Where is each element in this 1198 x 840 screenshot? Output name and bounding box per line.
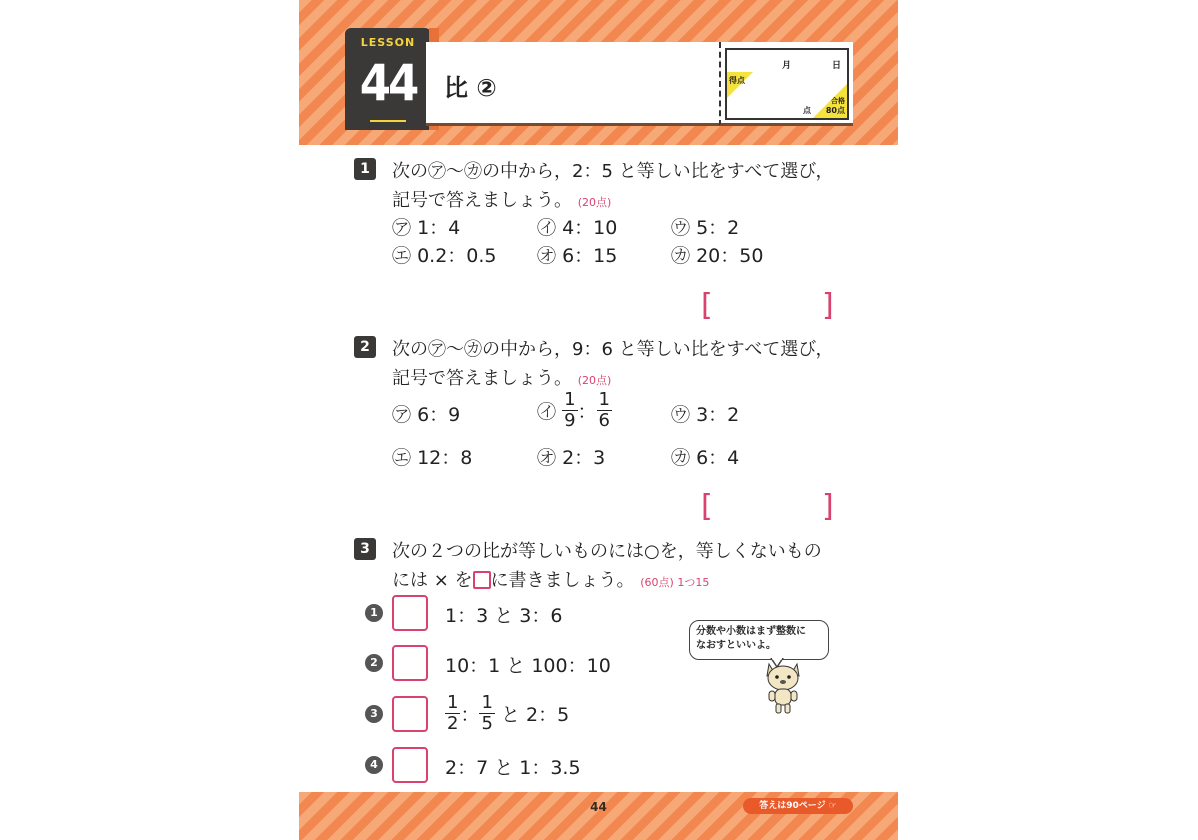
q2-option-b [537,391,612,430]
q3-item-1-text: 1：3 と 3：6 [445,605,563,627]
q3-item-4-answer-box[interactable] [392,747,428,783]
fraction-numerator: 1 [447,692,459,713]
question-3-points: (60点) 1つ15 [640,576,710,589]
question-2-line1: 次の㋐〜㋕の中から，9：6 と等しい比をすべて選び， [392,339,834,360]
q2-option-a-text: 6：9 [417,404,461,426]
fraction-denominator: 2 [447,713,459,734]
q3-item-1-answer-box[interactable] [392,595,428,631]
page-title: 比 ② [444,74,497,102]
q2-option-d [392,443,472,470]
q2-option-b-fraction-1 [562,391,577,430]
q1-option-c [671,213,739,240]
question-3-line2-end: に書きましょう。 [490,570,635,591]
q1-option-f-text: 20：50 [696,245,764,267]
q1-answer-bracket-close: ] [822,288,834,323]
question-3-line2-start: には × を [392,570,473,591]
score-box [719,42,853,126]
q1-option-f-mark: ㋕ [671,245,691,267]
q1-option-c-mark: ㋒ [671,217,691,239]
q2-option-d-text: 12：8 [417,447,473,469]
q3-item-3-fraction-2 [479,694,494,733]
question-1-number: 1 [354,158,376,180]
badge-underline [370,120,406,122]
fraction-numerator: 1 [598,389,610,410]
q2-option-c [671,400,739,427]
fraction-denominator: 6 [598,410,610,431]
q2-option-f-text: 6：4 [696,447,740,469]
q1-answer-bracket-open: [ [701,288,713,323]
q1-option-b-text: 4：10 [562,217,618,239]
q1-option-c-text: 5：2 [696,217,740,239]
month-label: 月 [781,61,791,71]
q1-option-b-mark: ㋑ [537,217,557,239]
q1-option-d [392,241,497,268]
q3-item-3-text [445,694,569,733]
q3-item-4-number: 4 [365,756,383,774]
footer-band [299,792,898,840]
page-number: 44 [590,800,607,814]
q3-item-2-answer-box[interactable] [392,645,428,681]
question-2-number: 2 [354,336,376,358]
question-3-line2 [392,566,709,592]
hint-bubble [689,620,829,660]
ratio-separator: ： [577,401,597,423]
q1-option-e [537,241,617,268]
question-1-line2-text: 記号で答えましょう。 [392,190,572,211]
points-unit: 点 [803,106,811,115]
pass-value: 80点 [825,106,845,115]
fraction-denominator: 9 [564,410,576,431]
q2-option-e-mark: ㋔ [537,447,557,469]
q2-option-f-mark: ㋕ [671,447,691,469]
q2-option-c-mark: ㋒ [671,404,691,426]
q2-option-e-text: 2：3 [562,447,606,469]
q1-answer-field[interactable] [719,292,819,326]
fraction-numerator: 1 [564,389,576,410]
q3-item-2-text: 10：1 と 100：10 [445,655,611,677]
q1-option-a-mark: ㋐ [392,217,412,239]
ratio-separator: ： [460,704,480,726]
question-1-points: (20点) [577,196,612,209]
q2-option-c-text: 3：2 [696,404,740,426]
q1-option-a [392,213,460,240]
q3-item-3-tail: と 2：5 [500,704,570,726]
day-label: 日 [831,61,841,71]
q1-option-a-text: 1：4 [417,217,461,239]
hint-line-2: なおすといいよ。 [696,640,776,651]
score-frame [725,48,849,120]
q1-option-b [537,213,617,240]
score-label: 得点 [729,76,745,85]
question-2-points: (20点) [577,374,612,387]
q3-item-1-number: 1 [365,604,383,622]
q2-answer-bracket-open: [ [701,489,713,524]
worksheet-page [299,0,898,840]
q2-option-e [537,443,605,470]
q1-option-e-text: 6：15 [562,245,618,267]
q2-option-f [671,443,739,470]
pass-label: 合格 [831,97,845,105]
q3-item-2-number: 2 [365,654,383,672]
question-3-line1: 次の２つの比が等しいものには○を，等しくないもの [392,541,822,562]
question-2-line2 [392,364,611,390]
answer-page-link[interactable]: 答えは90ページ ☞ [743,798,853,814]
question-3-number: 3 [354,538,376,560]
q1-option-f [671,241,763,268]
lesson-number: 44 [359,54,417,112]
fraction-denominator: 5 [481,713,493,734]
lesson-label: LESSON [360,36,416,49]
q2-option-b-fraction-2 [597,391,612,430]
q2-option-a [392,400,460,427]
lesson-badge [345,28,431,130]
mascot-character-icon [763,660,803,716]
title-box [426,42,723,126]
question-2-line2-text: 記号で答えましょう。 [392,368,572,389]
q1-option-e-mark: ㋔ [537,245,557,267]
q3-item-3-answer-box[interactable] [392,696,428,732]
q2-answer-bracket-close: ] [822,489,834,524]
header-band [299,0,898,145]
q1-option-d-mark: ㋓ [392,245,412,267]
q2-answer-field[interactable] [719,493,819,527]
q3-item-3-number: 3 [365,705,383,723]
hint-line-1: 分数や小数はまず整数に [696,626,806,637]
q2-option-d-mark: ㋓ [392,447,412,469]
question-1-line1: 次の㋐〜㋕の中から，2：5 と等しい比をすべて選び， [392,161,834,182]
q2-option-a-mark: ㋐ [392,404,412,426]
answer-box-sample [473,571,491,589]
q2-option-b-mark: ㋑ [537,401,557,423]
question-1-line2 [392,186,611,212]
fraction-numerator: 1 [481,692,493,713]
q3-item-4-text: 2：7 と 1：3.5 [445,757,581,779]
q1-option-d-text: 0.2：0.5 [417,245,497,267]
q3-item-3-fraction-1 [445,694,460,733]
